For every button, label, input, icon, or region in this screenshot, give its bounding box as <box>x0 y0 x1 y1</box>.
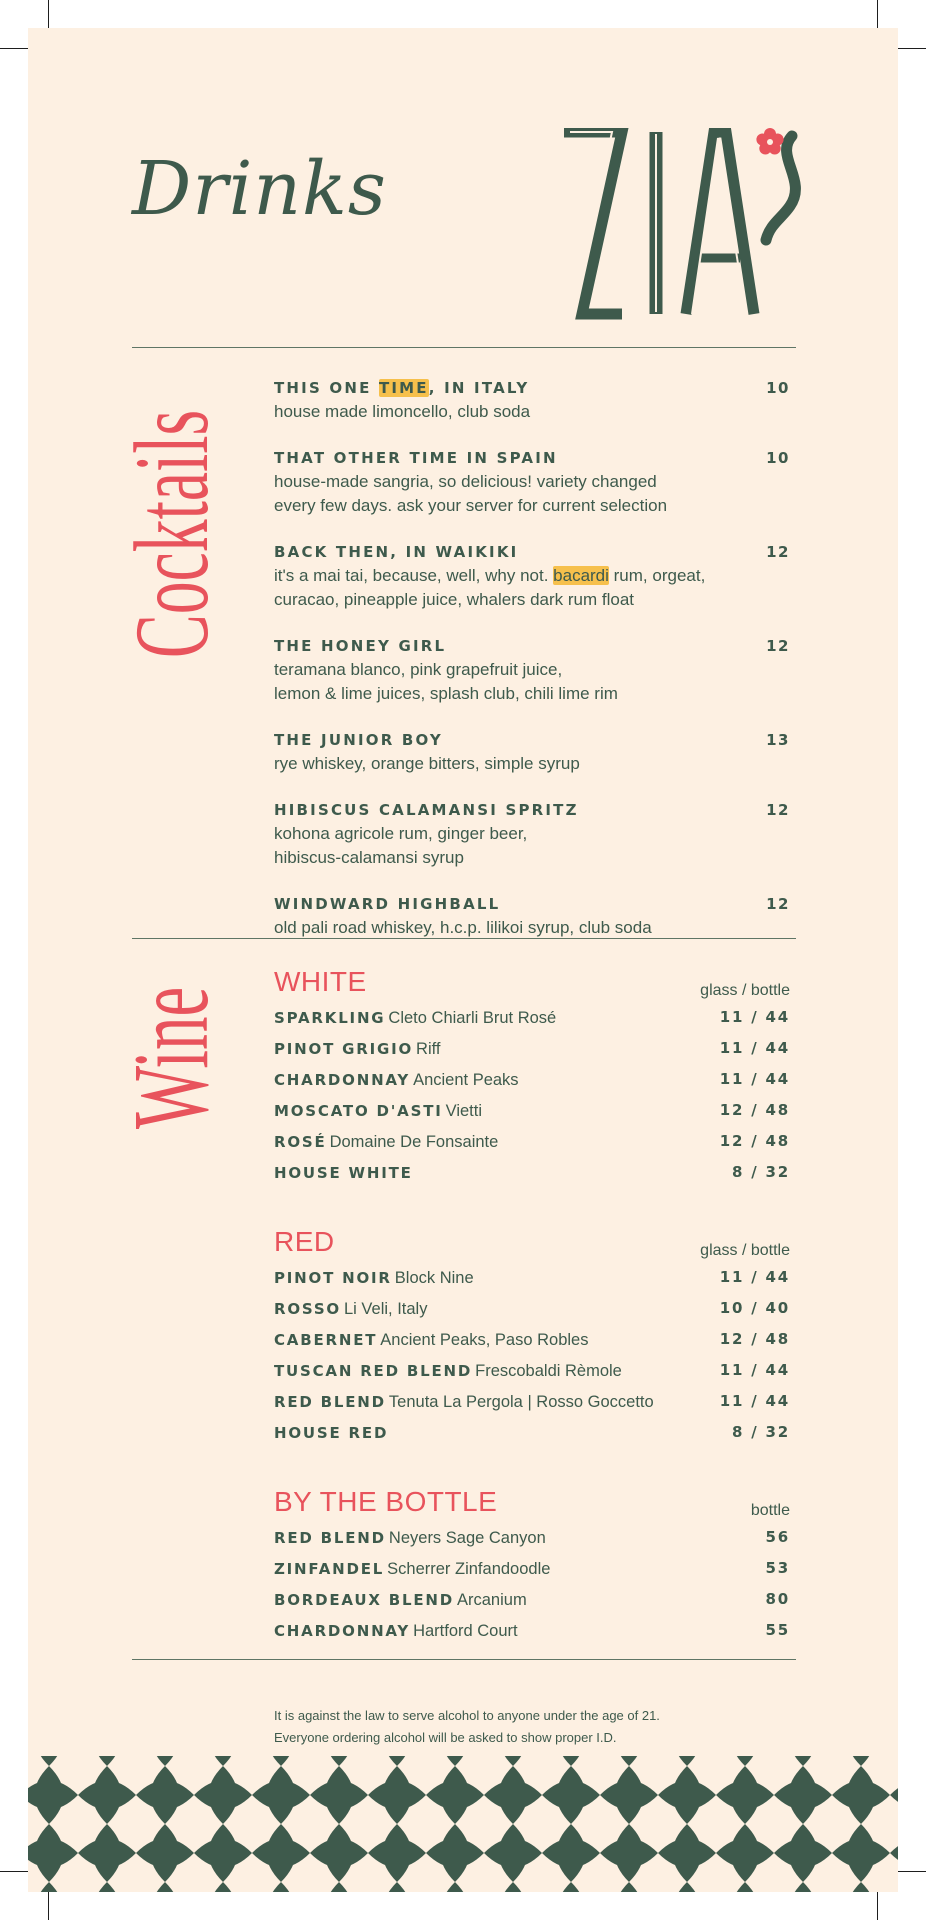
cocktail-description: house made limoncello, club soda <box>274 402 531 421</box>
wine-name: Cleto Chiarli Brut Rosé <box>388 1009 557 1027</box>
cocktails-section-label: Cocktails <box>113 409 230 659</box>
wine-name: Ancient Peaks, Paso Robles <box>380 1331 589 1349</box>
wine-name: Riff <box>416 1040 441 1058</box>
wine-row <box>274 1417 794 1448</box>
wine-name: Arcanium <box>457 1591 527 1609</box>
white-wine-header <box>274 962 794 1002</box>
wine-row <box>274 1095 794 1126</box>
divider <box>132 938 796 939</box>
cocktail-description: house-made sangria, so delicious! variety changed every few days. ask your server for current selection <box>274 472 668 515</box>
cocktail-price: 10 <box>766 449 790 467</box>
wine-price: 12 / 48 <box>719 1132 790 1150</box>
wine-price: 53 <box>765 1559 790 1577</box>
wine-type: RED BLEND <box>274 1393 386 1411</box>
wine-type: HOUSE RED <box>274 1424 389 1442</box>
cocktail-price: 12 <box>766 801 790 819</box>
wine-name: Domaine De Fonsainte <box>329 1133 499 1151</box>
cocktail-description: rye whiskey, orange bitters, simple syrup <box>274 754 580 773</box>
red-wine-header <box>274 1222 794 1262</box>
wine-name: Neyers Sage Canyon <box>388 1529 546 1547</box>
cocktail-name: THE HONEY GIRL <box>274 637 447 655</box>
wine-price: 12 / 48 <box>719 1330 790 1348</box>
cocktail-price: 12 <box>766 895 790 913</box>
menu-sheet <box>28 28 898 1892</box>
wine-type: ROSSO <box>274 1300 341 1318</box>
legal-notice-line: It is against the law to serve alcohol to anyone under the age of 21. <box>274 1708 660 1723</box>
wine-row <box>274 1002 794 1033</box>
wine-type: TUSCAN RED BLEND <box>274 1362 473 1380</box>
wine-row <box>274 1293 794 1324</box>
wine-row <box>274 1553 794 1584</box>
white-wine-subtitle: glass / bottle <box>700 982 790 999</box>
wine-price: 56 <box>765 1528 790 1546</box>
wine-type: PINOT NOIR <box>274 1269 392 1287</box>
wine-name: Li Veli, Italy <box>344 1300 428 1318</box>
wine-section-label: Wine <box>112 986 231 1130</box>
cocktail-name: THIS ONE TIME, IN ITALY <box>274 379 530 397</box>
cocktail-price: 12 <box>766 637 790 655</box>
wine-type: SPARKLING <box>274 1009 386 1027</box>
wine-type: MOSCATO D'ASTI <box>274 1102 443 1120</box>
wine-type: HOUSE WHITE <box>274 1164 413 1182</box>
wine-type: CHARDONNAY <box>274 1071 411 1089</box>
wine-price: 80 <box>765 1590 790 1608</box>
wine-row <box>274 1324 794 1355</box>
wine-type: PINOT GRIGIO <box>274 1040 414 1058</box>
cocktail-name: THE JUNIOR BOY <box>274 731 443 749</box>
cocktail-description: teramana blanco, pink grapefruit juice, lemon & lime juices, splash club, chili lime rim <box>274 660 618 703</box>
cocktail-item <box>274 378 794 424</box>
cocktail-name: THAT OTHER TIME IN SPAIN <box>274 449 558 467</box>
wine-price: 11 / 44 <box>719 1039 790 1057</box>
cocktail-item <box>274 636 794 706</box>
wine-name: Scherrer Zinfandoodle <box>387 1560 551 1578</box>
wine-type: BORDEAUX BLEND <box>274 1591 454 1609</box>
wine-price: 11 / 44 <box>719 1268 790 1286</box>
wine-row <box>274 1126 794 1157</box>
bottle-title: BY THE BOTTLE <box>274 1486 498 1517</box>
wine-row <box>274 1386 794 1417</box>
wine-name: Ancient Peaks <box>413 1071 519 1089</box>
cocktail-name: WINDWARD HIGHBALL <box>274 895 501 913</box>
divider <box>132 1659 796 1660</box>
cocktail-description: it's a mai tai, because, well, why not. bacardi rum, orgeat, curacao, pineapple juice, whalers dark rum float <box>274 566 706 609</box>
wine-row <box>274 1033 794 1064</box>
wine-row <box>274 1615 794 1646</box>
cocktail-name: HIBISCUS CALAMANSI SPRITZ <box>274 801 579 819</box>
red-wine-subtitle: glass / bottle <box>700 1242 790 1259</box>
cocktail-item <box>274 730 794 776</box>
decorative-pattern <box>28 1756 898 1892</box>
wine-list <box>274 962 794 1646</box>
wine-name: Vietti <box>445 1102 482 1120</box>
wine-price: 11 / 44 <box>719 1361 790 1379</box>
wine-name: Hartford Court <box>413 1622 518 1640</box>
red-wine-title: RED <box>274 1226 335 1257</box>
white-wine-title: WHITE <box>274 966 367 997</box>
cocktail-name: BACK THEN, IN WAIKIKI <box>274 543 519 561</box>
cocktail-item <box>274 448 794 518</box>
wine-type: ROSÉ <box>274 1133 327 1151</box>
cocktail-price: 13 <box>766 731 790 749</box>
cocktail-description: kohona agricole rum, ginger beer, hibiscus-calamansi syrup <box>274 824 528 867</box>
wine-name: Tenuta La Pergola | Rosso Goccetto <box>388 1393 654 1411</box>
wine-price: 11 / 44 <box>719 1070 790 1088</box>
cocktail-item <box>274 800 794 870</box>
bottle-header <box>274 1482 794 1522</box>
wine-price: 55 <box>765 1621 790 1639</box>
wine-name: Block Nine <box>394 1269 474 1287</box>
wine-type: CABERNET <box>274 1331 378 1349</box>
wine-type: RED BLEND <box>274 1529 386 1547</box>
legal-notice <box>274 1705 660 1749</box>
cocktails-list <box>274 378 794 964</box>
wine-name: Frescobaldi Rèmole <box>475 1362 622 1380</box>
wine-row <box>274 1064 794 1095</box>
wine-price: 8 / 32 <box>731 1163 790 1181</box>
wine-price: 10 / 40 <box>719 1299 790 1317</box>
cocktail-description: old pali road whiskey, h.c.p. lilikoi syrup, club soda <box>274 918 652 937</box>
wine-price: 11 / 44 <box>719 1392 790 1410</box>
wine-price: 11 / 44 <box>719 1008 790 1026</box>
wine-row <box>274 1157 794 1188</box>
bottle-subtitle: bottle <box>750 1502 790 1519</box>
page-title: Drinks <box>132 146 387 232</box>
wine-price: 12 / 48 <box>719 1101 790 1119</box>
legal-notice-line: Everyone ordering alcohol will be asked to show proper I.D. <box>274 1730 617 1745</box>
cocktail-item <box>274 542 794 612</box>
wine-row <box>274 1262 794 1293</box>
wine-row <box>274 1522 794 1553</box>
wine-type: ZINFANDEL <box>274 1560 385 1578</box>
wine-type: CHARDONNAY <box>274 1622 411 1640</box>
cocktail-item <box>274 894 794 940</box>
divider <box>132 347 796 348</box>
wine-price: 8 / 32 <box>731 1423 790 1441</box>
flower-icon <box>756 128 783 155</box>
zias-logo <box>560 128 830 328</box>
wine-row <box>274 1584 794 1615</box>
cocktail-price: 12 <box>766 543 790 561</box>
cocktail-price: 10 <box>766 379 790 397</box>
wine-row <box>274 1355 794 1386</box>
